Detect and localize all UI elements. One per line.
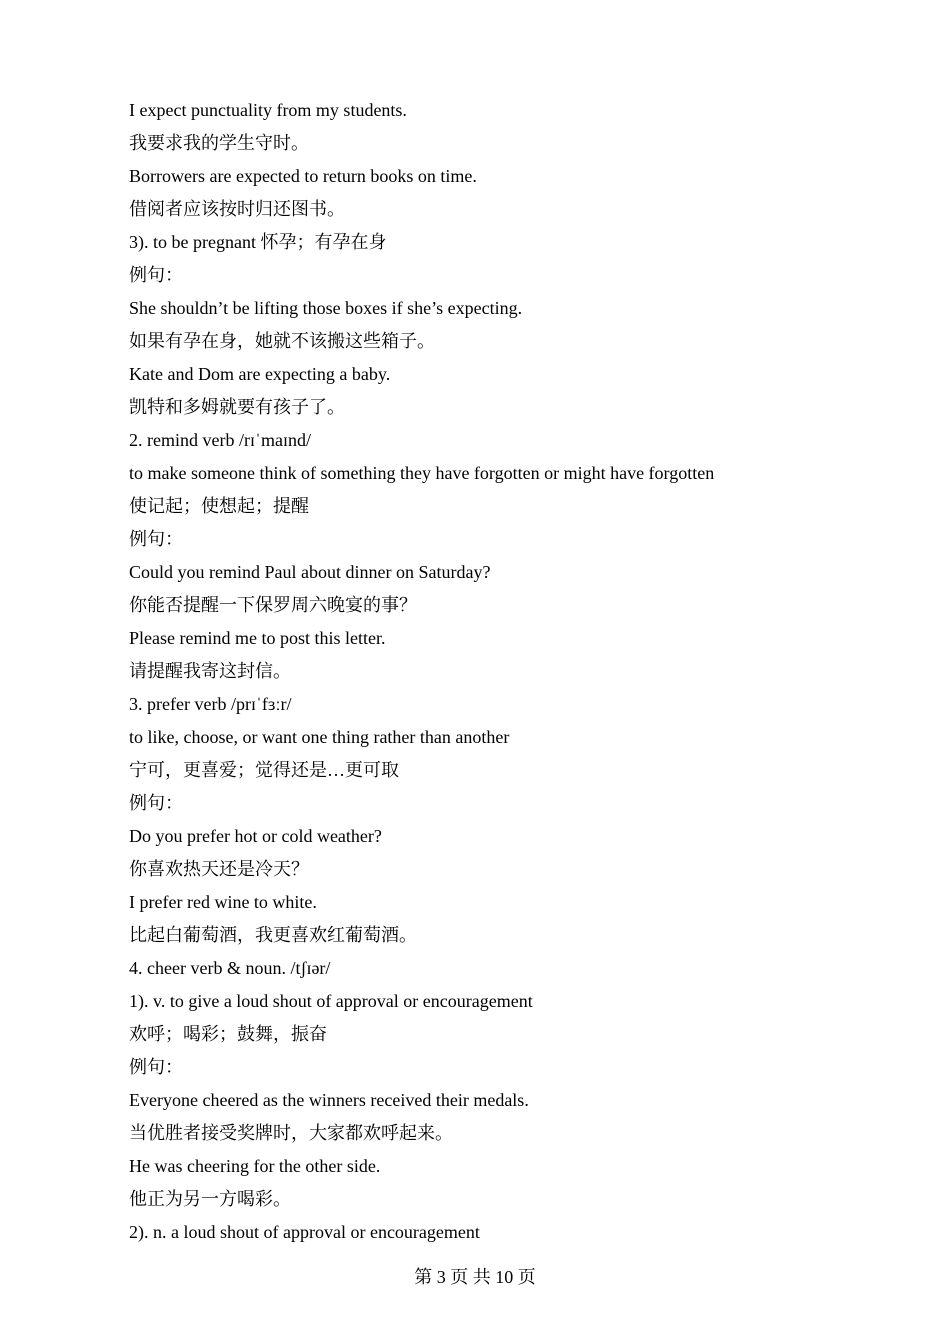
example-label: 例句： [129, 793, 183, 813]
text-line: 我要求我的学生守时。 [129, 133, 309, 153]
text-line: 他正为另一方喝彩。 [129, 1189, 291, 1209]
text-line: 你喜欢热天还是冷天？ [129, 859, 309, 879]
sense-heading: 2). n. a loud shout of approval or encouragement [129, 1222, 480, 1242]
text-line: 当优胜者接受奖牌时，大家都欢呼起来。 [129, 1123, 453, 1143]
entry-heading-prefer: 3. prefer verb /prɪˈfɜːr/ [129, 694, 292, 714]
text-line: 如果有孕在身，她就不该搬这些箱子。 [129, 331, 435, 351]
text-line: I prefer red wine to white. [129, 892, 317, 912]
page-body [129, 94, 829, 1249]
translation-line: 欢呼；喝彩；鼓舞，振奋 [129, 1024, 327, 1044]
text-line: 凯特和多姆就要有孩子了。 [129, 397, 345, 417]
text-line: 比起白葡萄酒，我更喜欢红葡萄酒。 [129, 925, 417, 945]
text-line: 借阅者应该按时归还图书。 [129, 199, 345, 219]
sense-heading: 3). to be pregnant 怀孕；有孕在身 [129, 232, 387, 252]
entry-heading-cheer: 4. cheer verb & noun. /tʃɪər/ [129, 958, 331, 978]
text-line: He was cheering for the other side. [129, 1156, 381, 1176]
text-line: Kate and Dom are expecting a baby. [129, 364, 391, 384]
entry-heading-remind: 2. remind verb /rɪˈmaɪnd/ [129, 430, 311, 450]
text-line: Borrowers are expected to return books on time. [129, 166, 477, 186]
text-line: Do you prefer hot or cold weather? [129, 826, 382, 846]
definition-line: to like, choose, or want one thing rather than another [129, 727, 510, 747]
example-label: 例句： [129, 1057, 183, 1077]
text-line: Everyone cheered as the winners received their medals. [129, 1090, 529, 1110]
translation-line: 宁可，更喜爱；觉得还是…更可取 [129, 760, 399, 780]
definition-line: to make someone think of something they have forgotten or might have forgotten [129, 463, 715, 483]
sense-heading: 1). v. to give a loud shout of approval or encouragement [129, 991, 533, 1011]
text-line: Please remind me to post this letter. [129, 628, 386, 648]
text-line: I expect punctuality from my students. [129, 100, 407, 120]
text-line: 你能否提醒一下保罗周六晚宴的事？ [129, 595, 417, 615]
text-line: Could you remind Paul about dinner on Saturday? [129, 562, 491, 582]
page-number-footer: 第 3 页 共 10 页 [414, 1267, 536, 1287]
text-line: She shouldn’t be lifting those boxes if she’s expecting. [129, 298, 523, 318]
translation-line: 使记起；使想起；提醒 [129, 496, 309, 516]
example-label: 例句： [129, 529, 183, 549]
text-line: 请提醒我寄这封信。 [129, 661, 291, 681]
example-label: 例句： [129, 265, 183, 285]
